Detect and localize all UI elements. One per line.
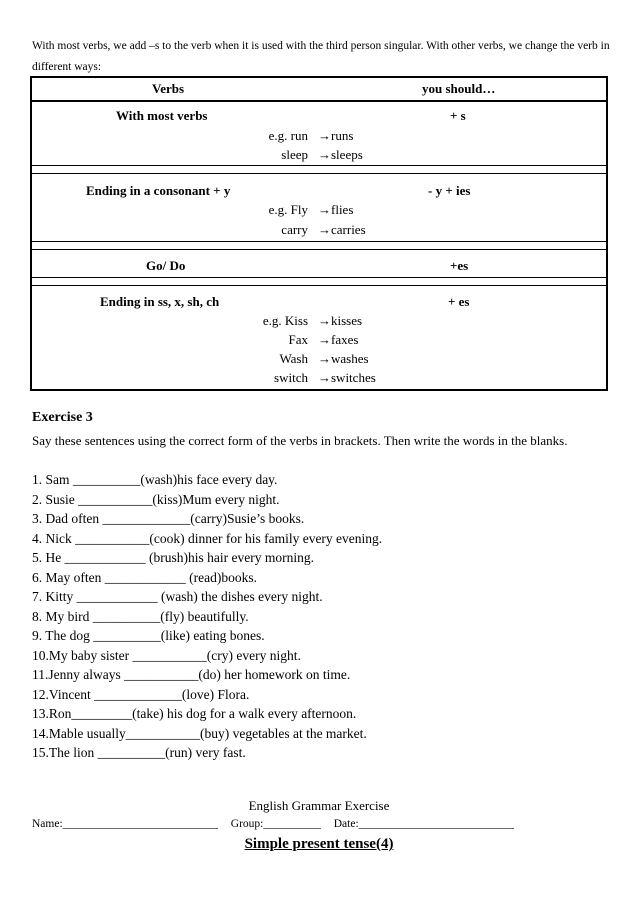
example-base: carry [281,222,308,237]
header-verbs: Verbs [152,81,185,96]
intro-text: With most verbs, we add –s to the verb when it is used with the third person singular. With other verbs, we change the verb in different ways: [32,40,610,73]
row-rule: + s [450,108,466,123]
row-divider [32,165,606,174]
row-divider [32,241,606,250]
example-base: Fax [288,332,308,347]
group-field: Group:__________ [230,818,321,830]
row-title: Ending in ss, x, sh, ch [100,294,220,309]
row-rule: +es [450,258,469,273]
exercise-sentence: 13.Ron_________(take) his dog for a walk every afternoon. [32,706,357,721]
example-result: →faxes [318,332,359,347]
exercise-sentence: 11.Jenny always ___________(do) her homework on time. [32,667,351,682]
footer-title: English Grammar Exercise [248,798,390,813]
example-base: sleep [281,147,308,162]
exercise-sentence: 15.The lion __________(run) very fast. [32,745,246,760]
exercise-sentence: 4. Nick ___________(cook) dinner for his family every evening. [32,530,383,546]
row-divider [32,277,606,286]
example-base: e.g. Kiss [262,313,308,328]
example-base: e.g. run [268,128,308,143]
exercise-title: Exercise 3 [32,410,93,425]
example-base: Wash [279,351,308,366]
exercise-instructions: Say these sentences using the correct form of the verbs in brackets. Then write the words in the blanks. [32,433,568,448]
exercise-sentence: 14.Mable usually___________(buy) vegetables at the market. [32,725,367,741]
header-action: you should… [422,81,496,96]
exercise-sentence: 6. May often ____________ (read)books. [32,569,257,585]
example-result: →sleeps [318,147,363,162]
exercise-sentence: 2. Susie ___________(kiss)Mum every night. [32,491,280,507]
example-result: →kisses [318,313,363,328]
example-base: switch [274,370,308,385]
example-result: →washes [318,351,369,366]
exercise-sentence: 9. The dog __________(like) eating bones. [32,628,265,643]
exercise-sentence: 1. Sam __________(wash)his face every day. [32,472,278,487]
footer-fields [32,818,524,830]
name-field: Name:___________________________ [32,818,218,830]
verb-rules-table [30,76,608,391]
row-title: Ending in a consonant + y [86,183,231,198]
exercise-sentence: 3. Dad often _____________(carry)Susie’s books. [32,511,305,526]
exercise-sentence: 8. My bird __________(fly) beautifully. [32,608,249,624]
exercise-sentences [32,470,382,763]
example-result: →switches [318,370,376,385]
example-result: →runs [318,128,354,143]
row-rule: + es [448,294,470,309]
topic-title: Simple present tense(4) [244,836,394,852]
exercise-sentence: 10.My baby sister ___________(cry) every night. [32,647,301,663]
exercise-sentence: 7. Kitty ____________ (wash) the dishes every night. [32,589,323,604]
exercise-sentence: 5. He ____________ (brush)his hair every morning. [32,550,314,565]
exercise-sentence: 12.Vincent _____________(love) Flora. [32,686,250,702]
table-header [32,78,606,102]
row-title: With most verbs [116,108,208,123]
row-title: Go/ Do [146,258,186,273]
row-rule: - y + ies [428,183,471,198]
example-base: e.g. Fly [268,202,308,217]
date-field: Date:___________________________ [333,818,514,830]
example-result: →carries [318,222,366,237]
example-result: →flies [318,202,354,217]
